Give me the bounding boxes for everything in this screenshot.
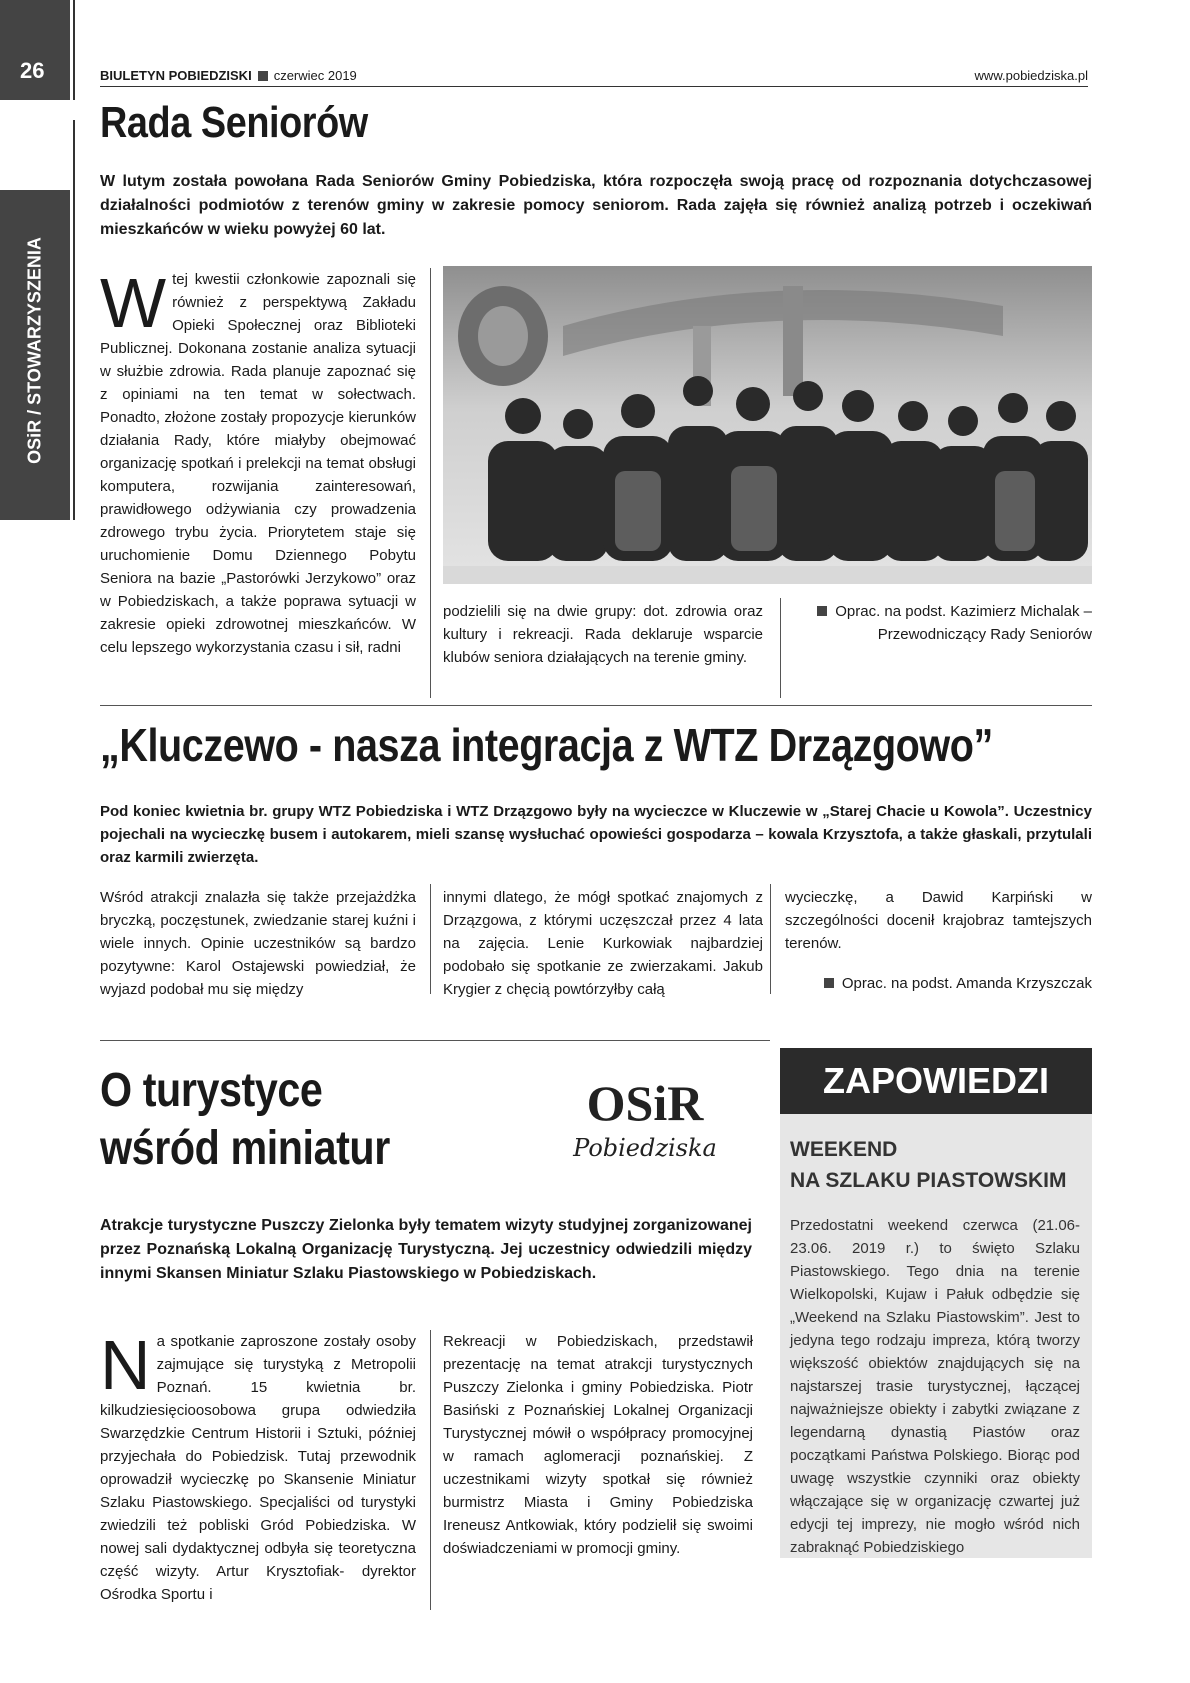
- column-divider: [430, 268, 431, 698]
- article-column: [100, 1326, 416, 1606]
- issue-date: czerwiec 2019: [273, 68, 357, 83]
- article-title: „Kluczewo - nasza integracja z WTZ Drzązgowo”: [100, 719, 993, 771]
- announcements-heading: ZAPOWIEDZI: [780, 1048, 1092, 1114]
- header-rule: [100, 86, 1088, 87]
- section-label: OSiR / STOWARZYSZENIA: [24, 237, 45, 464]
- article-title: Rada Seniorów: [100, 98, 368, 147]
- osir-logo: [560, 1070, 730, 1170]
- square-bullet-icon: [824, 978, 834, 988]
- photo-image: [443, 266, 1092, 584]
- article-column: Rekreacji w Pobiedziskach, przedstawił prezentację na temat atrakcji turystycznych Puszczy Zielonka i gminy Pobiedziska. Piotr Basiński z Poznańskiej Lokalnej Organizacji Turystycznej mówił o współpracy promocyjnej w ramach aglomeracji poznańskiej. Z uczestnikami wizyty spotkał się również burmistrz Miasta i Gminy Pobiedziska Ireneusz Antkowiak, który podzielił się swoimi doświadczeniami w promocji gminy.: [443, 1333, 753, 1557]
- article-column: Wśród atrakcji znalazła się także przejażdżka bryczką, poczęstunek, zwiedzanie starej kuźni i wiele innych. Opinie uczestników są bardzo pozytywne: Karol Ostajewski powiedział, że wyjazd podobał mu się między: [100, 889, 416, 998]
- announcements-text: Przedostatni weekend czerwca (21.06-23.06. 2019 r.) to święto Szlaku Piastowskiego. Tego dnia na terenie Wielkopolski, Kujaw i Pałuk odbędzie się „Weekend na Szlaku Piastowskim”. Jest to jedyna tego rodzaju impreza, którą tworzy większość obiektów znajdujących się na najstarszej trasie turystycznej, łączącej najważniejsze obiekty i zabytki związane z legendarną dynastią Piastów oraz początkami Państwa Polskiego. Biorąc pod uwagę wszystkie czynniki oraz obiekty włączające się w organizację czwartej już edycji tej imprezy, nie mogło wśród nich zabraknąć Pobiedziskiego: [790, 1217, 1080, 1556]
- credit-text: Oprac. na podst. Kazimierz Michalak –: [835, 603, 1092, 620]
- column-divider: [430, 1330, 431, 1610]
- logo-text: OSiR: [586, 1075, 704, 1131]
- group-photo: [443, 266, 1092, 584]
- article-credit: [785, 972, 1092, 995]
- column-divider: [430, 884, 431, 994]
- logo-subtext: Pobiedziska: [573, 1134, 717, 1162]
- article-column: [100, 264, 416, 659]
- announcements-subheading: [790, 1134, 1067, 1196]
- publication-name: BIULETYN POBIEDZISKI: [100, 68, 252, 83]
- column-divider: [770, 884, 771, 994]
- credit-text: Oprac. na podst. Amanda Krzyszczak: [841, 975, 1092, 992]
- running-header: [100, 68, 357, 83]
- page-number-block: [0, 0, 70, 100]
- square-bullet-icon: [817, 606, 827, 616]
- article-lead: W lutym została powołana Rada Seniorów Gminy Pobiedziska, która rozpoczęła swoją pracę od rozpoznania dotychczasowej działalności podmiotów z terenów gminy w zakresie pomocy seniorom. Rada zajęła się również analizą potrzeb i oczekiwań mieszkańców w wieku powyżej 60 lat.: [100, 173, 1092, 238]
- column-text: tej kwestii członkowie zapoznali się również z perspektywą Zakładu Opieki Społecznej oraz Biblioteki Publicznej. Dokonana zostanie analiza sytuacji w służbie zdrowia. Rada planuje zapoznać się z opiniami na ten temat w sołectwach. Ponadto, złożone zostały propozycje kierunków działania Rady, które miałyby obejmować organizację spotkań i prelekcji na temat obsługi komputera, rozwijania zainteresowań, prawidłowego odżywiania czy prowadzenia zdrowego trybu życia. Priorytetem staje się uruchomienie Domu Dziennego Pobytu Seniora na bazie „Pastorówki Jerzykowo” oraz w Pobiedziskach, a także poprawa sytuacji w zakresie opieki zdrowotnej mieszkańców. W celu lepszego wykorzystania czasu i sił, radni: [100, 271, 416, 656]
- subheading-line: WEEKEND: [790, 1138, 898, 1161]
- section-rule: [100, 1040, 770, 1041]
- column-divider: [780, 598, 781, 698]
- title-line: wśród miniatur: [100, 1122, 390, 1175]
- margin-rule: [73, 0, 75, 100]
- article-title: [100, 1062, 390, 1178]
- title-line: O turystyce: [100, 1064, 323, 1117]
- drop-cap: W: [100, 264, 167, 342]
- subheading-line: NA SZLAKU PIASTOWSKIM: [790, 1169, 1067, 1192]
- osir-logo-graphic: [560, 1070, 730, 1170]
- page-number: 26: [20, 58, 45, 83]
- article-column: wycieczkę, a Dawid Karpiński w szczególności docenił krajobraz tamtejszych terenów.: [785, 889, 1092, 952]
- drop-cap: N: [100, 1326, 151, 1404]
- article-lead: Pod koniec kwietnia br. grupy WTZ Pobiedziska i WTZ Drzązgowo były na wycieczce w Kluczewie w „Starej Chacie u Kowola”. Uczestnicy pojechali na wycieczkę busem i autokarem, mieli szansę wysłuchać opowieści gospodarza – kowala Krzysztofa, a także głaskali, przytulali oraz karmili zwierzęta.: [100, 803, 1092, 866]
- website-link[interactable]: www.pobiedziska.pl: [974, 68, 1088, 83]
- credit-text: Przewodniczący Rady Seniorów: [877, 626, 1092, 643]
- section-rule: [100, 705, 1092, 706]
- square-bullet-icon: [258, 71, 268, 81]
- article-column: innymi dlatego, że mógł spotkać znajomych z Drzązgowa, z którymi uczęszczał przez 4 lata na zajęcia. Lenie Kurkowiak najbardziej podobało się spotkanie ze zwierzakami. Jakub Krygier z chęcią powtórzyłby całą: [443, 889, 763, 998]
- article-credit: [795, 600, 1092, 646]
- column-text: a spotkanie zaproszone zostały osoby zajmujące się turystyką z Metropolii Poznań. 15 kwietnia br. kilkudziesięcioosobowa grupa odwiedziła Swarzędzkie Centrum Historii i Sztuki, później przyjechała do Pobiedzisk. Tutaj przewodnik oprowadził wycieczkę po Skansenie Miniatur Szlaku Piastowskiego. Specjaliści od turystyki zwiedzili też pobliski Gród Pobiedziska. W nowej sali dydaktycznej odbyła się teoretyczna część wizyty. Artur Krysztofiak- dyrektor Ośrodka Sportu i: [100, 1333, 416, 1603]
- margin-rule: [73, 120, 75, 520]
- article-lead: Atrakcje turystyczne Puszczy Zielonka były tematem wizyty studyjnej zorganizowanej przez Poznańską Lokalną Organizację Turystyczną. Jej uczestnicy odwiedzili między innymi Skansen Miniatur Szlaku Piastowskiego w Pobiedziskach.: [100, 1217, 752, 1282]
- article-column: podzielili się na dwie grupy: dot. zdrowia oraz kultury i rekreacji. Rada deklaruje wsparcie klubów seniora działających na terenie gminy.: [443, 603, 763, 666]
